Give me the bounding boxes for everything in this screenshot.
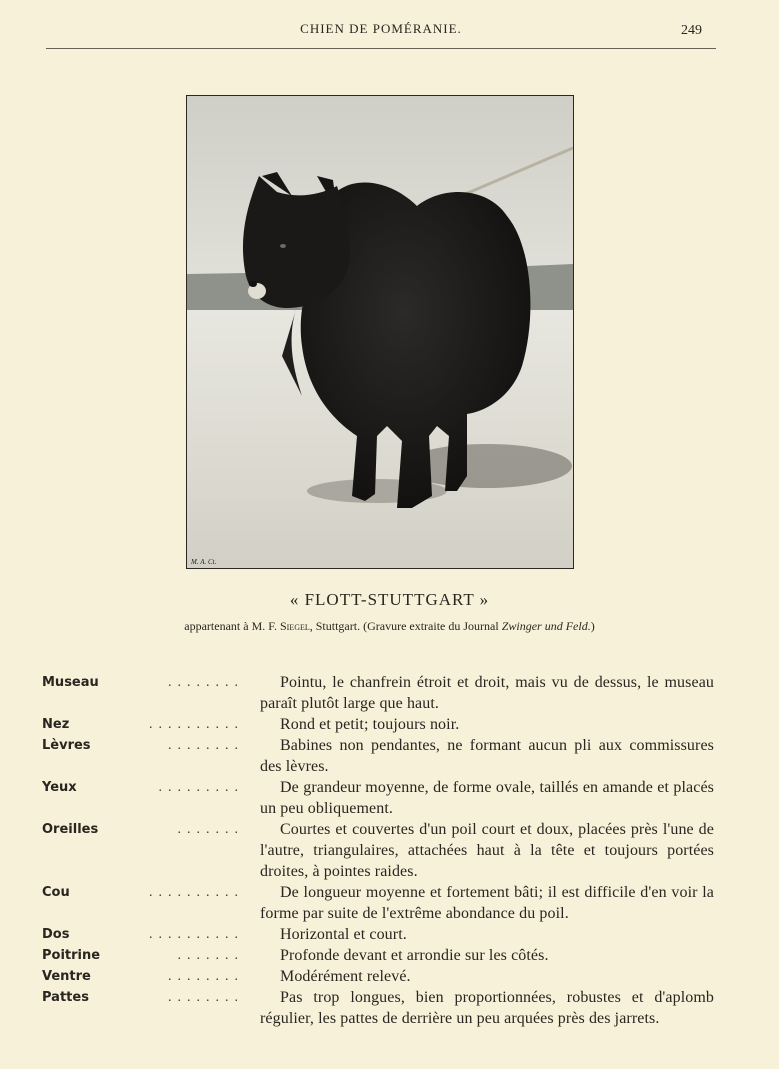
entry-term: Nez (42, 717, 73, 732)
running-title: CHIEN DE POMÉRANIE. (300, 21, 462, 36)
entry-term: Dos (42, 927, 73, 942)
entry-description: De grandeur moyenne, de forme ovale, taillés en amande et placés un peu obliquement. (260, 779, 714, 817)
entry-description: Babines non pendantes, ne formant aucun pli aux commissures des lèvres. (260, 737, 714, 775)
standard-entry-museau: Museau ........ Pointu, le chanfrein étroit et droit, mais vu de dessus, le museau paraît plutôt large que haut. (42, 674, 714, 712)
entry-description: Pas trop longues, bien proportionnées, robustes et d'aplomb régulier, les pattes de derrière un peu arquées près des jarrets. (260, 989, 714, 1027)
plate-mark: M. A. Ct. (191, 558, 217, 566)
credit-journal: Zwinger und Feld. (501, 619, 591, 633)
credit-prefix: appartenant à M. F. (184, 619, 277, 633)
standard-entry-pattes: Pattes ........ Pas trop longues, bien proportionnées, robustes et d'aplomb régulier, les pattes de derrière un peu arquées près des jarrets. (42, 989, 714, 1027)
pomeranian-dog-illustration (187, 96, 573, 568)
running-header (46, 18, 716, 49)
standard-entry-cou: Cou .......... De longueur moyenne et fortement bâti; il est difficile d'en voir la forme par suite de l'extrême abondance du poil. (42, 884, 714, 922)
standard-entry-yeux: Yeux ......... De grandeur moyenne, de forme ovale, taillés en amande et placés un peu obliquement. (42, 779, 714, 817)
standard-entry-poitrine: Poitrine ....... Profonde devant et arrondie sur les côtés. (42, 945, 722, 966)
entry-term: Ventre (42, 969, 95, 984)
entry-description: Profonde devant et arrondie sur les côtés. (280, 947, 549, 964)
entry-description: Pointu, le chanfrein étroit et droit, mais vu de dessus, le museau paraît plutôt large que haut. (260, 674, 714, 712)
entry-term: Pattes (42, 990, 93, 1005)
credit-suffix: ) (590, 619, 595, 633)
credit-middle: , Stuttgart. (Gravure extraite du Journal (309, 619, 499, 633)
standard-entry-dos: Dos .......... Horizontal et court. (42, 924, 722, 945)
entry-description: Courtes et couvertes d'un poil court et doux, placées près l'une de l'autre, triangulaires, attachées haut à la tête et toujours portées droites, à pointes raides. (260, 821, 714, 880)
standard-entry-oreilles: Oreilles ....... Courtes et couvertes d'un poil court et doux, placées près l'une de l'autre, triangulaires, attachées haut à la tête et toujours portées droites, à pointes raides. (42, 821, 714, 880)
entry-term: Yeux (42, 780, 81, 795)
entry-description: Rond et petit; toujours noir. (280, 716, 460, 733)
entry-term: Lèvres (42, 738, 95, 753)
entry-term: Oreilles (42, 822, 102, 837)
standard-entry-levres: Lèvres ........ Babines non pendantes, ne formant aucun pli aux commissures des lèvres. (42, 737, 714, 775)
breed-standard-list (42, 672, 722, 1029)
credit-owner: Siegel (279, 619, 310, 633)
entry-description: Horizontal et court. (280, 926, 407, 943)
dog-photograph (186, 95, 574, 569)
standard-entry-ventre: Ventre ........ Modérément relevé. (42, 966, 722, 987)
entry-term: Museau (42, 675, 103, 690)
entry-description: De longueur moyenne et fortement bâti; il est difficile d'en voir la forme par suite de l'extrême abondance du poil. (260, 884, 714, 922)
entry-term: Poitrine (42, 948, 104, 963)
figure-caption-credit (0, 619, 779, 634)
page-number: 249 (681, 23, 702, 38)
standard-entry-nez: Nez .......... Rond et petit; toujours noir. (42, 714, 722, 735)
entry-term: Cou (42, 885, 74, 900)
figure-caption-title: « FLOTT-STUTTGART » (289, 590, 490, 609)
entry-description: Modérément relevé. (280, 968, 411, 985)
